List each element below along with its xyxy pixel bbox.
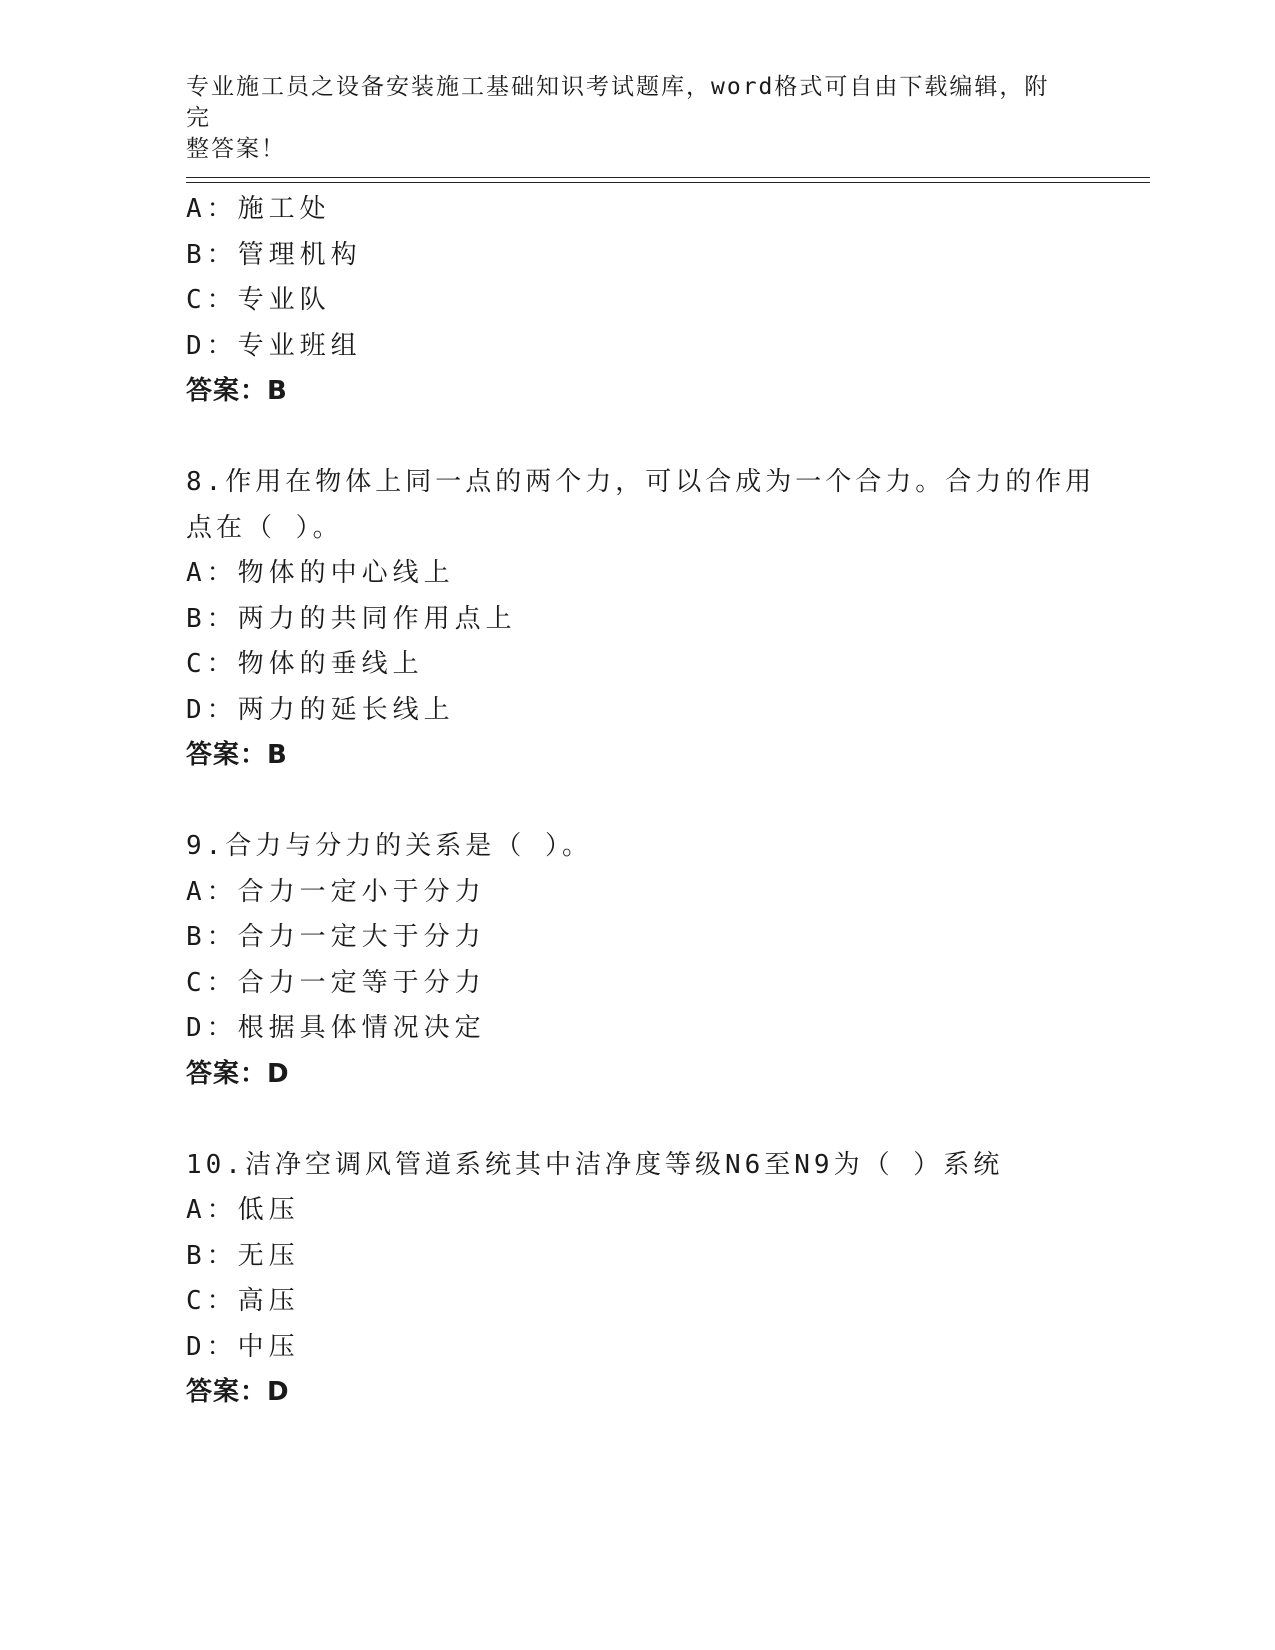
option-a: A：合力一定小于分力: [186, 876, 486, 907]
option-a: A：低压: [186, 1195, 300, 1225]
answer-line: 答案：B: [186, 376, 288, 406]
question-block-7: [186, 187, 1146, 415]
question-block-10: [186, 1143, 1146, 1416]
option-c: C：高压: [186, 1286, 300, 1316]
option-a: A：施工处: [186, 194, 331, 224]
document-header: [186, 72, 1066, 165]
answer-line: 答案：B: [186, 740, 288, 770]
header-divider-top: [186, 177, 1150, 178]
option-d: D：根据具体情况决定: [186, 1013, 486, 1043]
question-list: [186, 187, 1146, 1416]
option-c: C：物体的垂线上: [186, 649, 424, 679]
header-line-2: 整答案！: [186, 136, 286, 162]
spacer: [186, 415, 1146, 461]
option-c: C：专业队: [186, 285, 331, 315]
header-line-1: 专业施工员之设备安装施工基础知识考试题库，word格式可自由下载编辑，附完: [186, 74, 1050, 131]
question-stem: 9.合力与分力的关系是（ ）。: [186, 831, 592, 861]
option-b: B：两力的共同作用点上: [186, 603, 517, 634]
option-b: B：管理机构: [186, 239, 362, 270]
question-block-9: [186, 824, 1146, 1097]
spacer: [186, 1097, 1146, 1143]
option-c: C：合力一定等于分力: [186, 967, 486, 998]
option-a: A：物体的中心线上: [186, 558, 455, 588]
answer-line: 答案：D: [186, 1377, 290, 1407]
answer-line: 答案：D: [186, 1058, 290, 1089]
spacer: [186, 779, 1146, 825]
header-divider-bottom: [186, 182, 1150, 183]
question-stem: 10.洁净空调风管道系统其中洁净度等级N6至N9为（ ）系统: [186, 1149, 1004, 1180]
question-block-8: [186, 460, 1146, 779]
option-d: D：两力的延长线上: [186, 694, 455, 725]
option-d: D：专业班组: [186, 330, 362, 361]
option-b: B：合力一定大于分力: [186, 922, 486, 952]
question-stem-continued: 点在（ ）。: [186, 512, 343, 543]
question-stem: 8.作用在物体上同一点的两个力，可以合成为一个合力。合力的作用: [186, 467, 1096, 497]
option-d: D：中压: [186, 1331, 300, 1362]
option-b: B：无压: [186, 1240, 300, 1271]
